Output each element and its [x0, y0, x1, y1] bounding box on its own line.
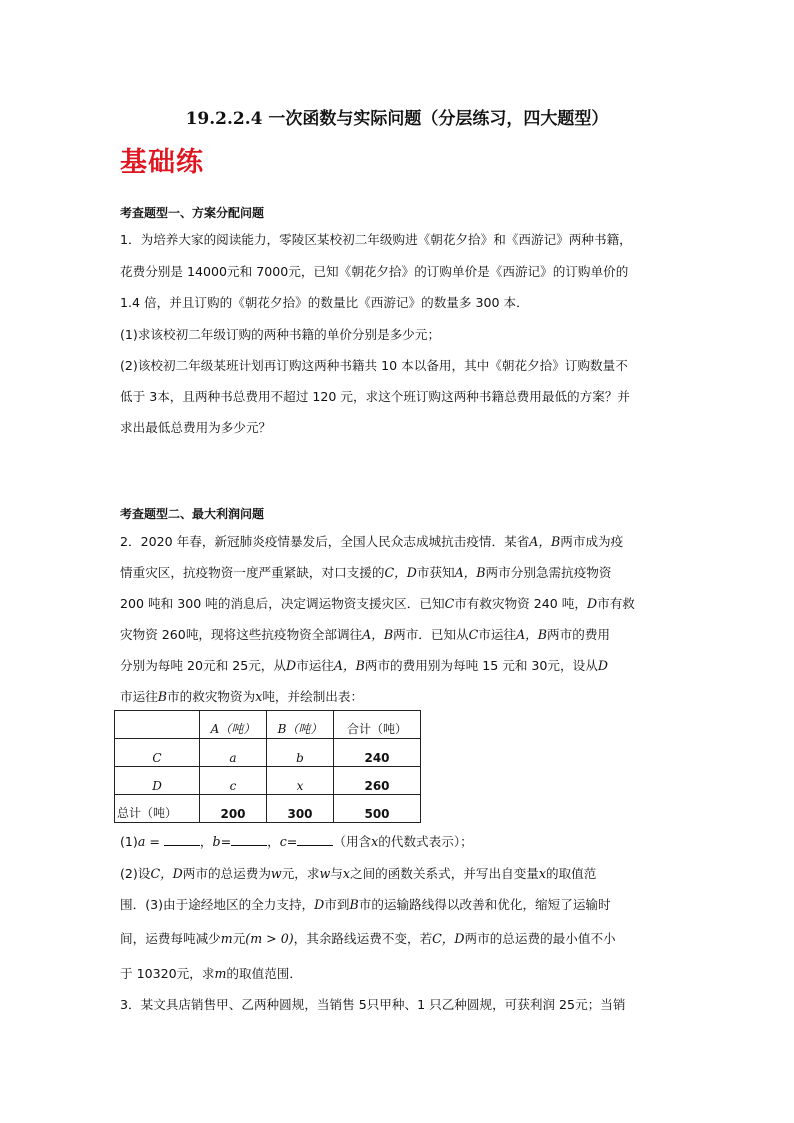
- table-header-cell: [115, 711, 200, 739]
- section-heading-1: 考查题型一、方案分配问题: [120, 206, 265, 220]
- table-cell: 总计（吨）: [115, 795, 200, 823]
- table-cell: 260: [334, 767, 421, 795]
- table-row: [115, 767, 421, 795]
- q2-part-3-line-1: 围．(3)由于途经地区的全力支持，D市到B市的运输路线得以改善和优化，缩短了运输时: [120, 897, 611, 912]
- table-row: [115, 795, 421, 823]
- q1-line-2: 花费分别是 14000元和 7000元，已知《朝花夕拾》的订购单价是《西游记》的订购单价的: [120, 264, 629, 279]
- answer-blank[interactable]: [297, 834, 333, 846]
- table-header-cell: 合计（吨）: [334, 711, 421, 739]
- q2-part-1: (1)a = ，b= ，c= （用含x的代数式表示）；: [120, 834, 473, 849]
- table-cell: D: [115, 767, 200, 795]
- q2-part-3-line-2: 间，运费每吨减少m元(m > 0)，其余路线运费不变，若C，D两市的总运费的最小值不小: [120, 931, 616, 946]
- q1-part-2-line-2: 低于 3本，且两种书总费用不超过 120 元，求这个班订购这两种书籍总费用最低的方案？并: [120, 389, 631, 404]
- q1-line-3: 1.4 倍，并且订购的《朝花夕拾》的数量比《西游记》的数量多 300 本．: [120, 295, 529, 310]
- q2-line-6: 市运往B市的救灾物资为x吨，并绘制出表：: [120, 689, 364, 704]
- table-cell: a: [200, 739, 267, 767]
- table-cell: c: [200, 767, 267, 795]
- q1-part-1: (1)求该校初二年级订购的两种书籍的单价分别是多少元；: [120, 327, 441, 342]
- q2-part-3-line-3: 于 10320元，求m的取值范围．: [120, 966, 302, 981]
- q1-part-2-line-3: 求出最低总费用为多少元？: [120, 420, 272, 435]
- q1-part-2-line-1: (2)该校初二年级某班计划再订购这两种书籍共 10 本以备用，其中《朝花夕拾》订购数量不: [120, 358, 628, 373]
- table-header-row: [115, 711, 421, 739]
- table-header-cell: B（吨）: [267, 711, 334, 739]
- table-cell: 240: [334, 739, 421, 767]
- q2-line-3: 200 吨和 300 吨的消息后，决定调运物资支援灾区．已知C市有救灾物资 240 吨，D市有救: [120, 596, 635, 611]
- q1-line-1: 1．为培养大家的阅读能力，零陵区某校初二年级购进《朝花夕拾》和《西游记》两种书籍，: [120, 232, 632, 247]
- q2-line-5: 分别为每吨 20元和 25元，从D市运往A，B两市的费用别为每吨 15 元和 30元，设从D: [120, 658, 608, 673]
- table-cell: b: [267, 739, 334, 767]
- q2-line-1: 2．2020 年春，新冠肺炎疫情暴发后，全国人民众志成城抗击疫情．某省A，B两市成为疫: [120, 534, 624, 549]
- section-heading-2: 考查题型二、最大利润问题: [120, 507, 265, 521]
- table-cell: x: [267, 767, 334, 795]
- q2-line-4: 灾物资 260吨，现将这些抗疫物资全部调往A，B两市．已知从C市运往A，B两市的费用: [120, 627, 610, 642]
- table-row: [115, 739, 421, 767]
- answer-blank[interactable]: [164, 834, 200, 846]
- level-heading: 基础练: [120, 147, 204, 178]
- document-title: 19.2.2.4 一次函数与实际问题（分层练习，四大题型）: [185, 109, 609, 129]
- table-cell: C: [115, 739, 200, 767]
- answer-blank[interactable]: [231, 834, 267, 846]
- table-cell: 200: [200, 795, 267, 823]
- transport-table: [114, 710, 421, 823]
- table-cell: 500: [334, 795, 421, 823]
- q2-line-2: 情重灾区，抗疫物资一度严重紧缺，对口支援的C，D市获知A，B两市分别急需抗疫物资: [120, 565, 612, 580]
- table-header-cell: A（吨）: [200, 711, 267, 739]
- q3-line-1: 3．某文具店销售甲、乙两种圆规，当销售 5只甲种、1 只乙种圆规，可获利润 25元；当销: [120, 997, 626, 1012]
- q2-part-2-line-1: (2)设C，D两市的总运费为w元，求w与x之间的函数关系式，并写出自变量x的取值范: [120, 866, 597, 881]
- table-cell: 300: [267, 795, 334, 823]
